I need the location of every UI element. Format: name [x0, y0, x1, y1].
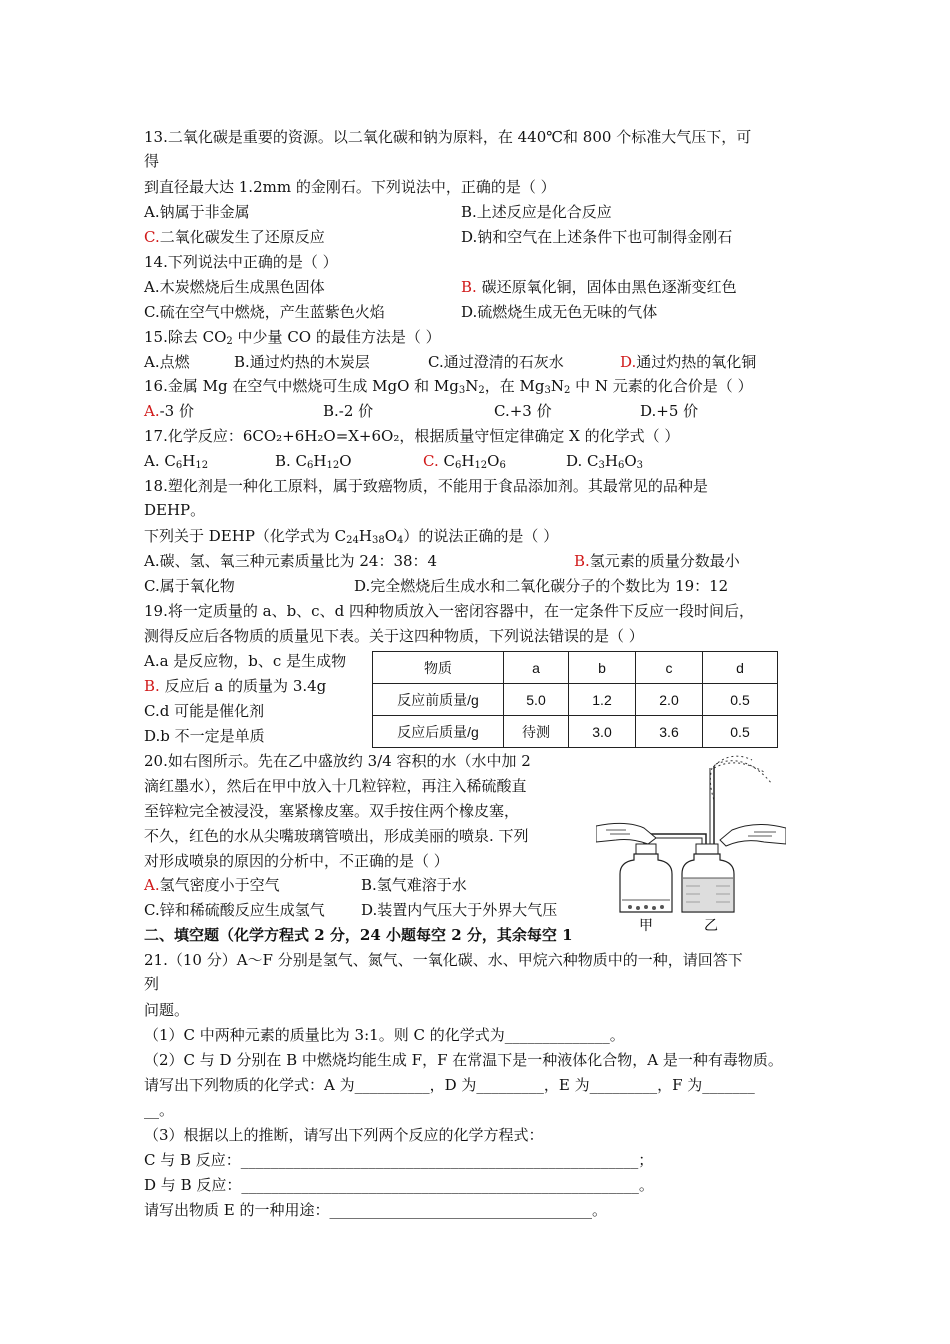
q21-part2-end: __。	[144, 1101, 175, 1119]
table-row	[373, 684, 778, 716]
q20-stem-line4: 不久，红色的水从尖嘴玻璃管喷出，形成美丽的喷泉. 下列	[144, 827, 529, 845]
table-cell: 0.5	[703, 716, 778, 748]
table-row	[373, 716, 778, 748]
answer-letter: C.	[144, 228, 160, 246]
q20-stem-line2: 滴红墨水），然后在甲中放入十几粒锌粒，再注入稀硫酸直	[144, 777, 527, 795]
q21-c-b-equation: C 与 B 反应：_____________________________________________________；	[144, 1151, 654, 1169]
answer-letter: A.	[144, 402, 160, 420]
q13-stem-line2: 到直径最大达 1.2mm 的金刚石。下列说法中，正确的是（ ）	[144, 178, 556, 196]
q17-option-c: C. $C_6H_{12}O_6$	[423, 452, 506, 471]
answer-letter: D.	[620, 353, 637, 371]
table-cell: 反应后质量/g	[373, 716, 504, 748]
q15-option-c: C.通过澄清的石灰水	[428, 353, 564, 371]
q13-option-a: A.钠属于非金属	[144, 203, 250, 221]
q13-option-b: B.上述反应是化合反应	[461, 203, 612, 221]
q16-option-c: C.+3 价	[494, 402, 552, 420]
q18-stem-line3: 下列关于 DEHP（化学式为 $C_{24}H_{38}O_4$）的说法正确的是（ ）	[144, 527, 559, 546]
q15-option-d: D.通过灼热的氧化铜	[620, 353, 757, 371]
stopper-yi	[696, 844, 718, 854]
table-cell: 3.6	[636, 716, 703, 748]
bottle-jia	[620, 854, 672, 912]
table-header-cell: b	[569, 652, 636, 684]
q20-option-c: C.锌和稀硫酸反应生成氢气	[144, 901, 325, 919]
table-cell: 1.2	[569, 684, 636, 716]
answer-letter: B.	[574, 552, 590, 570]
q18-option-b: B.氢元素的质量分数最小	[574, 552, 740, 570]
q21-part2-blanks: 请写出下列物质的化学式：A 为__________，D 为_________，E 为_________，F 为_______	[144, 1076, 755, 1094]
table-cell: 0.5	[703, 684, 778, 716]
answer-letter: B.	[144, 677, 160, 695]
section2-title: 二、填空题（化学方程式 2 分，24 小题每空 2 分，其余每空 1	[144, 926, 573, 944]
q15-option-a: A.点燃	[144, 353, 190, 371]
table-cell: 3.0	[569, 716, 636, 748]
q19-option-a: A.a 是反应物，b、c 是生成物	[144, 652, 347, 670]
q18-option-d: D.完全燃烧后生成水和二氧化碳分子的个数比为 19：12	[354, 577, 729, 595]
table-cell: 反应前质量/g	[373, 684, 504, 716]
q19-option-c: C.d 可能是催化剂	[144, 702, 265, 720]
q20-option-d: D.装置内气压大于外界大气压	[361, 901, 558, 919]
q19-stem-line1: 19.将一定质量的 a、b、c、d 四种物质放入一密闭容器中，在一定条件下反应一段时间后，	[144, 602, 754, 620]
stopper-jia	[636, 844, 656, 854]
q13-option-d: D.钠和空气在上述条件下也可制得金刚石	[461, 228, 733, 246]
mass-table	[372, 651, 778, 748]
q17-stem: 17.化学反应：6CO₂+6H₂O=X+6O₂，根据质量守恒定律确定 X 的化学式（ ）	[144, 427, 680, 445]
q15-option-b: B.通过灼热的木炭层	[234, 353, 370, 371]
q18-stem-line1: 18.塑化剂是一种化工原料，属于致癌物质，不能用于食品添加剂。其最常见的品种是	[144, 477, 708, 495]
q21-part2: （2）C 与 D 分别在 B 中燃烧均能生成 F，F 在常温下是一种液体化合物，A 是一种有毒物质。	[144, 1051, 783, 1069]
table-header-cell: 物质	[373, 652, 504, 684]
q20-stem-line1: 20.如右图所示。先在乙中盛放约 3/4 容积的水（水中加 2	[144, 752, 531, 770]
label-yi: 乙	[704, 918, 718, 934]
answer-letter: B.	[461, 278, 477, 296]
q20-option-b: B.氢气难溶于水	[361, 876, 467, 894]
q16-stem: 16.金属 Mg 在空气中燃烧可生成 MgO 和 $Mg_3N_2$，在 $Mg_3N_2$ 中 N 元素的化合价是（ ）	[144, 377, 753, 396]
table-cell: 待测	[504, 716, 569, 748]
q17-option-b: B. $C_6H_{12}O$	[275, 452, 352, 471]
q13-stem-line1: 13.二氧化碳是重要的资源。以二氧化碳和钠为原料，在 440℃和 800 个标准大气压下，可	[144, 128, 752, 146]
q15-stem: 15.除去 $CO_2$ 中少量 CO 的最佳方法是（ ）	[144, 328, 441, 347]
table-header-row	[373, 652, 778, 684]
red-water-level	[683, 878, 733, 911]
q19-option-d: D.b 不一定是单质	[144, 727, 265, 745]
table-header-cell: d	[703, 652, 778, 684]
q20-stem-line3: 至锌粒完全被浸没，塞紧橡皮塞。双手按住两个橡皮塞，	[144, 802, 520, 820]
q18-stem-line2: DEHP。	[144, 501, 206, 519]
q16-option-a: A.-3 价	[144, 402, 194, 420]
table-cell: 2.0	[636, 684, 703, 716]
q18-option-c: C.属于氧化物	[144, 577, 235, 595]
q21-part3: （3）根据以上的推断，请写出下列两个反应的化学方程式：	[144, 1126, 544, 1144]
q13-stem-line1b: 得	[144, 152, 160, 170]
q21-stem-line1: 21.（10 分）A～F 分别是氢气、氮气、一氧化碳、水、甲烷六种物质中的一种，请回答下	[144, 951, 743, 969]
table-cell: 5.0	[504, 684, 569, 716]
table-header-cell: c	[636, 652, 703, 684]
q14-stem: 14.下列说法中正确的是（ ）	[144, 253, 338, 271]
q14-option-d: D.硫燃烧生成无色无味的气体	[461, 303, 658, 321]
q20-stem-line5: 对形成喷泉的原因的分析中，不正确的是（ ）	[144, 852, 449, 870]
water-spray-icon	[710, 756, 772, 800]
q20-option-a: A.氢气密度小于空气	[144, 876, 280, 894]
q21-part1: （1）C 中两种元素的质量比为 3:1。则 C 的化学式为______________。	[144, 1026, 625, 1044]
table-header-cell: a	[504, 652, 569, 684]
q16-option-b: B.-2 价	[323, 402, 374, 420]
answer-letter: A.	[144, 876, 160, 894]
q21-stem-line1b: 列	[144, 975, 160, 993]
fountain-apparatus-figure	[596, 754, 786, 934]
q19-option-b: B. 反应后 a 的质量为 3.4g	[144, 677, 327, 695]
q13-option-c: C.二氧化碳发生了还原反应	[144, 228, 325, 246]
q14-option-a: A.木炭燃烧后生成黑色固体	[144, 278, 325, 296]
q17-option-a: A. $C_6H_{12}$	[144, 452, 209, 471]
q16-option-d: D.+5 价	[640, 402, 699, 420]
q21-d-b-equation: D 与 B 反应：_____________________________________________________。	[144, 1176, 654, 1194]
q21-e-use: 请写出物质 E 的一种用途：___________________________________。	[144, 1201, 607, 1219]
right-hand-icon	[720, 824, 786, 846]
q14-option-b: B. 碳还原氧化铜，固体由黑色逐渐变红色	[461, 278, 737, 296]
label-jia: 甲	[639, 918, 653, 934]
q18-option-a: A.碳、氢、氧三种元素质量比为 24：38：4	[144, 552, 438, 570]
answer-letter: C.	[423, 452, 439, 470]
q21-stem-line2: 问题。	[144, 1001, 190, 1019]
q14-option-c: C.硫在空气中燃烧，产生蓝紫色火焰	[144, 303, 385, 321]
q17-option-d: D. $C_3H_6O_3$	[566, 452, 644, 471]
q19-stem-line2: 测得反应后各物质的质量见下表。关于这四种物质，下列说法错误的是（ ）	[144, 627, 644, 645]
